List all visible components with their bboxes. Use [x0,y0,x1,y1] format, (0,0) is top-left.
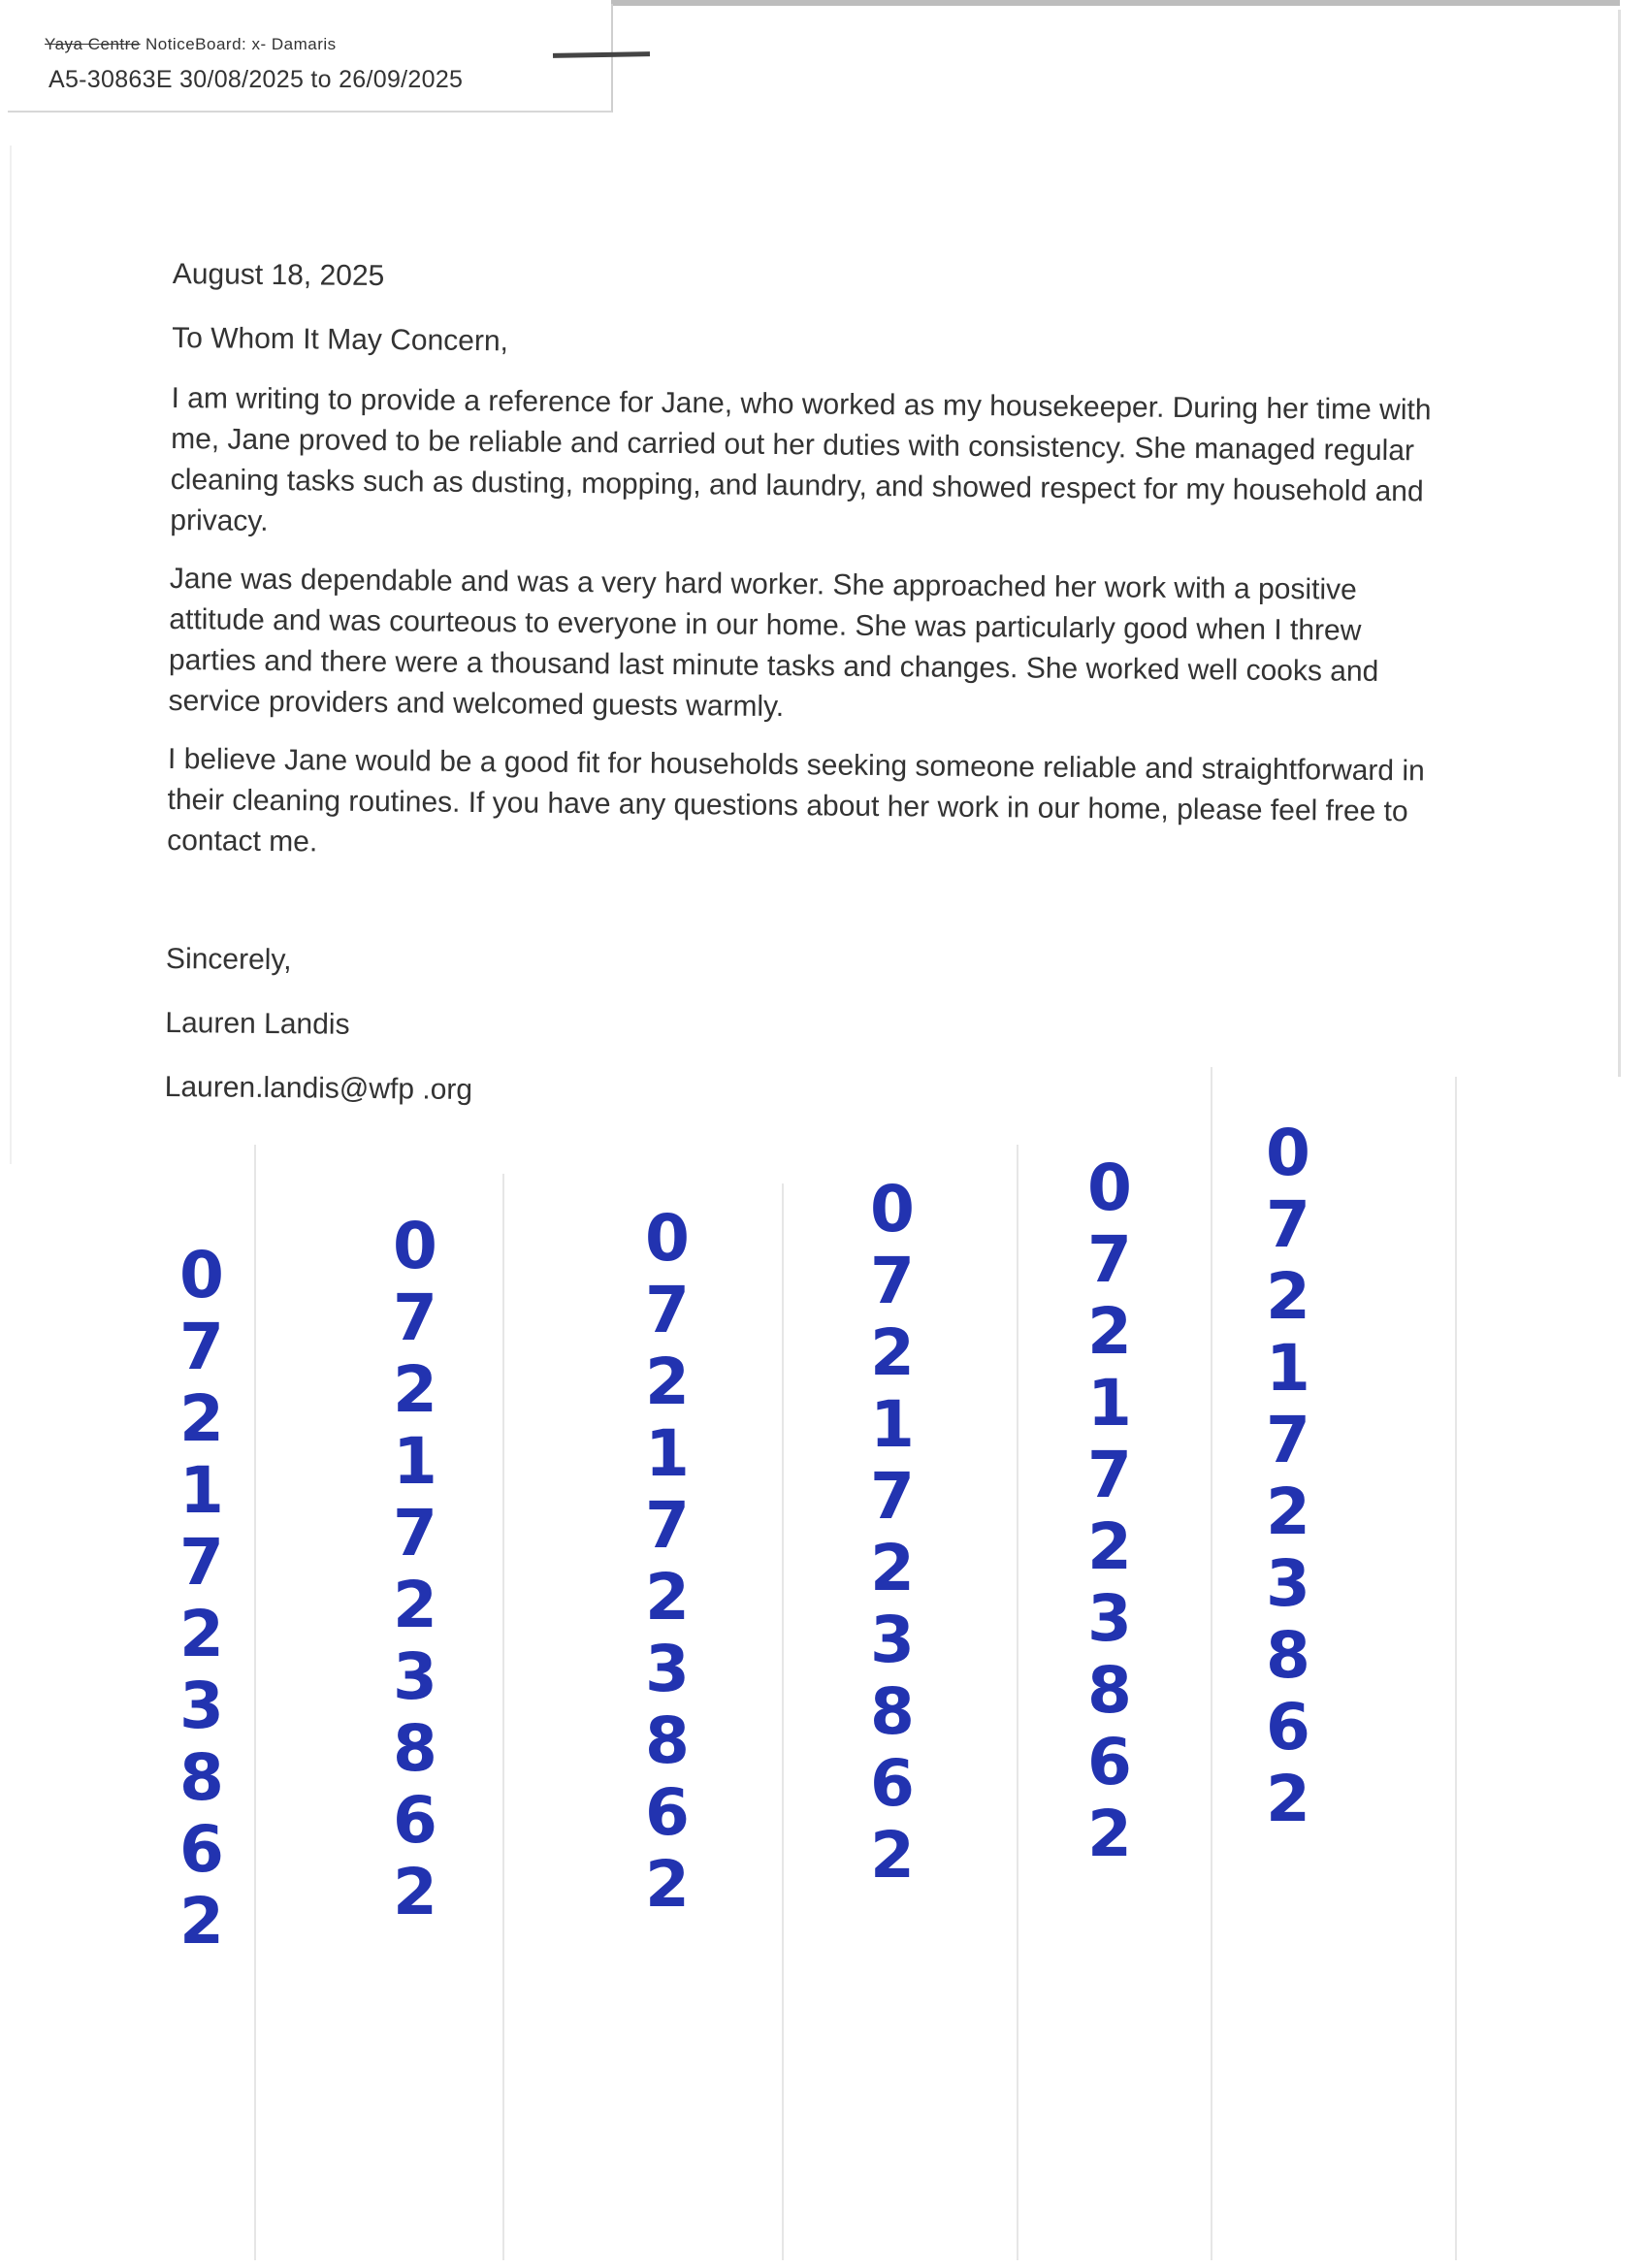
paper-edge-top [611,0,1620,6]
phone-digit: 3 [870,1603,915,1677]
phone-digit: 2 [1266,1259,1310,1334]
phone-digit: 6 [1266,1690,1310,1765]
phone-strip-4[interactable] [854,1174,931,1892]
phone-number-tear-strips [0,1067,1648,2268]
phone-digit: 3 [1266,1546,1310,1621]
strip-divider [502,1174,504,2260]
phone-strip-5[interactable] [1071,1152,1148,1870]
phone-digit: 3 [645,1632,690,1706]
letter-closing: Sincerely, [165,942,292,977]
phone-digit: 1 [1087,1366,1132,1441]
phone-digit: 7 [1266,1403,1310,1477]
letter-greeting: To Whom It May Concern, [172,321,509,358]
phone-digit: 2 [179,1597,224,1671]
strip-divider [1017,1145,1018,2260]
phone-digit: 2 [1087,1509,1132,1584]
phone-digit: 6 [645,1775,690,1850]
phone-digit: 8 [1266,1618,1310,1693]
phone-digit: 6 [1087,1725,1132,1799]
phone-strip-1[interactable] [163,1240,241,1958]
phone-digit: 0 [1087,1150,1132,1225]
notice-board-sticker [8,4,613,113]
letter-date: August 18, 2025 [172,257,385,293]
phone-digit: 2 [1266,1474,1310,1549]
phone-digit: 2 [179,1381,224,1456]
phone-digit: 8 [870,1674,915,1749]
phone-digit: 2 [1266,1762,1310,1836]
phone-digit: 2 [870,1818,915,1893]
sticker-board-info: NoticeBoard: x- Damaris [145,35,337,53]
strip-divider [782,1183,784,2260]
phone-digit: 6 [393,1783,437,1858]
phone-digit: 2 [645,1345,690,1419]
phone-digit: 2 [645,1847,690,1922]
phone-digit: 7 [179,1310,224,1384]
phone-digit: 0 [393,1209,437,1283]
phone-digit: 2 [645,1560,690,1635]
phone-digit: 1 [870,1387,915,1462]
phone-digit: 0 [870,1172,915,1247]
phone-digit: 7 [1087,1222,1132,1297]
phone-digit: 0 [179,1238,224,1312]
pen-mark [553,51,650,58]
phone-digit: 1 [1266,1331,1310,1406]
sticker-reference: A5-30863E 30/08/2025 to 26/09/2025 [48,66,464,93]
signer-email: Lauren.landis@wfp .org [164,1070,473,1107]
strip-divider [1211,1067,1212,2260]
phone-digit: 8 [1087,1653,1132,1728]
strip-divider [254,1145,256,2260]
phone-digit: 2 [870,1531,915,1605]
paper-edge-right [1618,10,1621,1077]
signer-name: Lauren Landis [165,1006,350,1041]
phone-digit: 2 [393,1568,437,1642]
phone-digit: 7 [870,1244,915,1318]
phone-digit: 7 [1266,1187,1310,1262]
phone-digit: 8 [393,1711,437,1786]
phone-digit: 3 [393,1639,437,1714]
sticker-header [45,35,337,54]
phone-digit: 7 [393,1280,437,1355]
phone-digit: 1 [179,1453,224,1528]
phone-digit: 7 [870,1459,915,1534]
phone-digit: 2 [393,1855,437,1929]
phone-digit: 1 [393,1424,437,1499]
paper-edge-left [10,146,12,1164]
phone-digit: 2 [1087,1797,1132,1871]
phone-digit: 3 [179,1669,224,1743]
letter-paragraph: Jane was dependable and was a very hard worker. She approached her work with a positive attitude and was courteous to everyone in our home. She was particularly good when I threw parties and there were a thousand last minute tasks and changes. She worked well cooks and service providers and welcomed guests warmly. [168,562,1379,724]
phone-digit: 0 [645,1201,690,1276]
phone-digit: 3 [1087,1581,1132,1656]
phone-digit: 2 [1087,1294,1132,1369]
phone-digit: 7 [645,1488,690,1563]
reference-letter [164,254,1453,1144]
phone-digit: 6 [870,1746,915,1821]
phone-digit: 7 [179,1525,224,1600]
phone-digit: 7 [1087,1438,1132,1512]
phone-strip-6[interactable] [1249,1118,1327,1835]
phone-digit: 0 [1266,1116,1310,1190]
phone-digit: 7 [645,1273,690,1347]
phone-strip-2[interactable] [376,1211,454,1928]
phone-digit: 2 [393,1352,437,1427]
phone-digit: 2 [179,1884,224,1959]
phone-digit: 7 [393,1496,437,1571]
phone-digit: 8 [179,1740,224,1815]
phone-digit: 1 [645,1416,690,1491]
letter-paragraph: I am writing to provide a reference for Jane, who worked as my housekeeper. During her time with me, Jane proved to be reliable and carried out her duties with consistency. She managed regular cleaning tasks such as dusting, mopping, and laundry, and showed respect for my household and privacy. [170,381,1432,537]
letter-paragraph: I believe Jane would be a good fit for households seeking someone reliable and straightforward in their cleaning routines. If you have any questions about her work in our home, please feel free to contact me. [167,742,1425,859]
phone-digit: 8 [645,1703,690,1778]
strip-divider [1455,1077,1457,2260]
phone-digit: 2 [870,1315,915,1390]
sticker-org: Yaya Centre [45,35,141,53]
phone-digit: 6 [179,1812,224,1887]
phone-strip-3[interactable] [629,1203,706,1921]
